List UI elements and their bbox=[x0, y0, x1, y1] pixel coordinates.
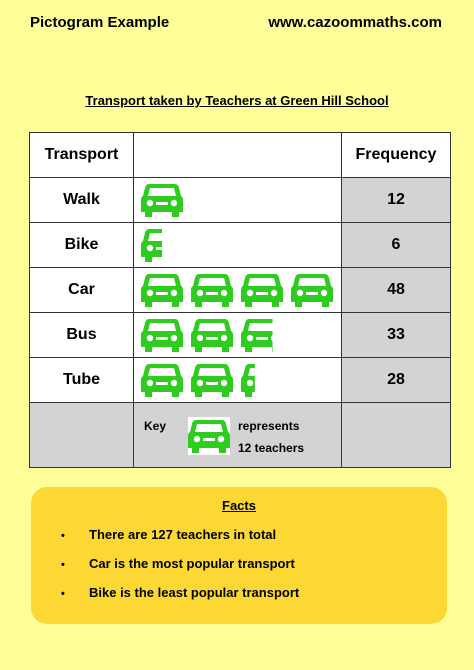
key-freq-cell bbox=[342, 403, 451, 468]
row-icons bbox=[134, 178, 342, 223]
bullet-icon: • bbox=[61, 559, 65, 571]
key-label: Key bbox=[144, 419, 167, 433]
row-icons bbox=[134, 313, 342, 358]
car-icon bbox=[241, 271, 283, 309]
chart-title: Transport taken by Teachers at Green Hill School bbox=[85, 93, 389, 108]
icon-strip bbox=[134, 268, 341, 312]
car-icon bbox=[141, 181, 183, 219]
fact-item bbox=[61, 585, 299, 600]
icon-strip bbox=[134, 313, 341, 357]
row-icons bbox=[134, 268, 342, 313]
key-row bbox=[30, 403, 451, 468]
key-empty-cell bbox=[30, 403, 134, 468]
table-row bbox=[30, 358, 451, 403]
fact-item bbox=[61, 556, 295, 571]
car-icon bbox=[141, 226, 183, 264]
row-frequency: 12 bbox=[342, 178, 451, 223]
header-icons bbox=[134, 133, 342, 178]
row-label: Bike bbox=[30, 223, 134, 268]
key-icon-box bbox=[188, 417, 230, 455]
car-icon bbox=[191, 316, 233, 354]
table-row bbox=[30, 178, 451, 223]
car-icon bbox=[241, 361, 283, 399]
table-header-row bbox=[30, 133, 451, 178]
icon-strip bbox=[134, 358, 341, 402]
car-icon bbox=[291, 271, 333, 309]
row-label: Bus bbox=[30, 313, 134, 358]
icon-strip bbox=[134, 223, 341, 267]
row-icons bbox=[134, 223, 342, 268]
row-frequency: 28 bbox=[342, 358, 451, 403]
key-text-represents: represents bbox=[238, 419, 300, 433]
fact-text: Car is the most popular transport bbox=[89, 556, 295, 571]
table-row bbox=[30, 313, 451, 358]
website-link[interactable]: www.cazoommaths.com bbox=[268, 14, 442, 31]
pictogram-table bbox=[29, 132, 451, 468]
page-title: Pictogram Example bbox=[30, 14, 170, 31]
row-label: Walk bbox=[30, 178, 134, 223]
icon-strip bbox=[134, 178, 341, 222]
row-frequency: 6 bbox=[342, 223, 451, 268]
row-frequency: 48 bbox=[342, 268, 451, 313]
row-label: Tube bbox=[30, 358, 134, 403]
car-icon bbox=[188, 442, 230, 459]
car-icon bbox=[191, 271, 233, 309]
header-transport: Transport bbox=[30, 133, 134, 178]
facts-box bbox=[31, 487, 447, 624]
row-icons bbox=[134, 358, 342, 403]
row-frequency: 33 bbox=[342, 313, 451, 358]
car-icon bbox=[141, 316, 183, 354]
header-frequency: Frequency bbox=[342, 133, 451, 178]
car-icon bbox=[141, 361, 183, 399]
table-row bbox=[30, 268, 451, 313]
facts-title: Facts bbox=[222, 498, 256, 513]
car-icon bbox=[191, 361, 233, 399]
row-label: Car bbox=[30, 268, 134, 313]
fact-text: There are 127 teachers in total bbox=[89, 527, 277, 542]
key-cell bbox=[134, 403, 342, 468]
key-text-value: 12 teachers bbox=[238, 441, 305, 455]
fact-text: Bike is the least popular transport bbox=[89, 585, 300, 600]
bullet-icon: • bbox=[61, 530, 65, 542]
fact-item bbox=[61, 527, 276, 542]
car-icon bbox=[241, 316, 283, 354]
table-row bbox=[30, 223, 451, 268]
bullet-icon: • bbox=[61, 588, 65, 600]
car-icon bbox=[141, 271, 183, 309]
